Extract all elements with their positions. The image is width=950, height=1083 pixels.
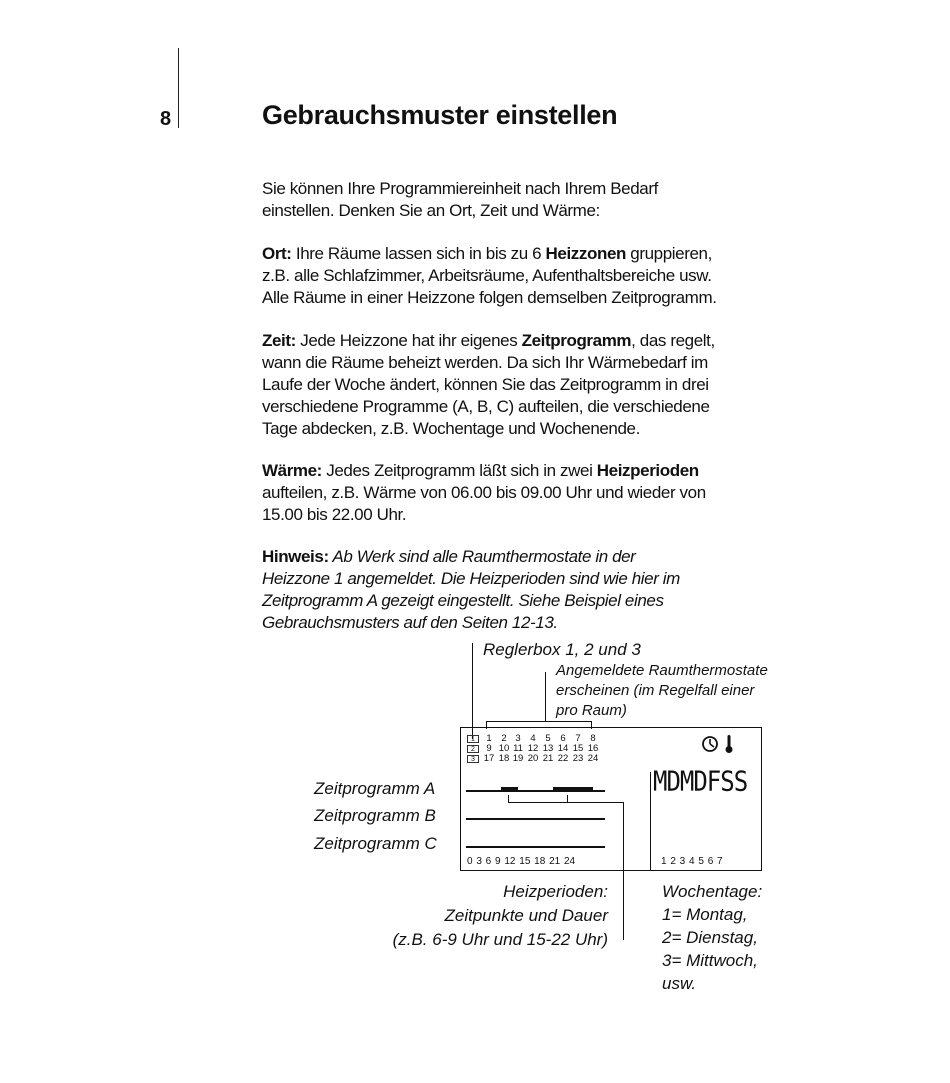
heating-period: [501, 787, 518, 792]
clock-icon: [701, 735, 719, 753]
thermostat-number: 24: [587, 753, 599, 764]
page-title: Gebrauchsmuster einstellen: [262, 100, 618, 130]
day-axis: 1 2 3 4 5 6 7: [661, 856, 723, 867]
thermostat-number: 15: [572, 743, 584, 754]
hour-axis: 0 3 6 9 12 15 18 21 24: [467, 856, 576, 867]
page-number: 8: [160, 108, 172, 130]
thermostat-number: 17: [483, 753, 495, 764]
thermostat-number: 10: [498, 743, 510, 754]
heizperioden-bracket: [508, 802, 624, 803]
thermostat-number: 21: [542, 753, 554, 764]
thermostat-number: 12: [527, 743, 539, 754]
wochentage-label: Wochentage: 1= Montag, 2= Dienstag, 3= Mittwoch, usw.: [662, 882, 763, 993]
thermostat-number: 6: [560, 733, 566, 744]
zeitprogramm-a-label: Zeitprogramm A: [314, 779, 436, 798]
ort-paragraph: Ort: Ihre Räume lassen sich in bis zu 6 Heizzonen gruppieren, z.B. alle Schlafzimmer, Arbeitsräume, Aufenthaltsbereiche usw. Alle Räume in einer Heizzone folgen demselben Zeitprogramm.: [262, 244, 717, 307]
heating-period: [553, 787, 594, 792]
thermostat-label: Angemeldete Raumthermostate erscheinen (im Regelfall einer pro Raum): [556, 662, 768, 719]
thermostat-number: 1: [486, 733, 492, 744]
thermostat-leader: [545, 672, 546, 722]
lcd-display: [460, 727, 762, 871]
thermostat-number: 11: [513, 743, 523, 754]
hinweis-paragraph: Hinweis: Ab Werk sind alle Raumthermostate in der Heizzone 1 angemeldet. Die Heizperioden sind wie hier im Zeitprogramm A gezeigt eingestellt. Siehe Beispiel eines Gebrauchsmusters auf den Seiten 12-13.: [262, 547, 680, 632]
reglerbox-label: Reglerbox 1, 2 und 3: [483, 640, 641, 659]
thermostat-number: 22: [557, 753, 569, 764]
program-timeline: [466, 846, 605, 848]
thermostat-number: 16: [587, 743, 599, 754]
thermometer-icon: [724, 734, 734, 754]
thermostat-number: 8: [590, 733, 596, 744]
margin-rule: [178, 48, 179, 128]
heizperioden-leader: [623, 802, 624, 940]
thermostat-number: 18: [498, 753, 510, 764]
box-2: 2: [467, 745, 479, 753]
days-display: MDMDFSS: [653, 765, 748, 798]
thermostat-number: 4: [530, 733, 536, 744]
intro-paragraph: Sie können Ihre Programmiereinheit nach Ihrem Bedarf einstellen. Denken Sie an Ort, Zeit und Wärme:: [262, 179, 658, 220]
thermostat-bracket: [486, 721, 592, 722]
box-3: 3: [467, 755, 479, 763]
waerme-paragraph: Wärme: Jedes Zeitprogramm läßt sich in zwei Heizperioden aufteilen, z.B. Wärme von 06.00 bis 09.00 Uhr und wieder von 15.00 bis 22.00 Uhr.: [262, 461, 706, 524]
zeitprogramm-b-label: Zeitprogramm B: [314, 806, 436, 825]
thermostat-number: 2: [501, 733, 507, 744]
thermostat-number: 20: [527, 753, 539, 764]
thermostat-number: 5: [545, 733, 551, 744]
reglerbox-leader: [472, 643, 473, 739]
thermostat-number: 13: [542, 743, 554, 754]
thermostat-number: 14: [557, 743, 569, 754]
zeitprogramm-c-label: Zeitprogramm C: [314, 834, 437, 853]
box-1: 1: [467, 735, 479, 743]
program-timeline: [466, 818, 605, 820]
thermostat-number: 9: [486, 743, 492, 754]
thermostat-number: 7: [575, 733, 581, 744]
thermostat-number: 3: [515, 733, 521, 744]
thermostat-number: 19: [512, 753, 524, 764]
heizperioden-label: Heizperioden: Zeitpunkte und Dauer (z.B. 6-9 Uhr und 15-22 Uhr): [392, 882, 608, 949]
lcd-divider: [650, 772, 651, 870]
zeit-paragraph: Zeit: Jede Heizzone hat ihr eigenes Zeitprogramm, das regelt, wann die Räume beheizt werden. Da sich Ihr Wärmebedarf im Laufe der Woche ändert, können Sie das Zeitprogramm in drei verschiedene Programme (A, B, C) aufteilen, die verschiedene Tage abdecken, z.B. Wochentage und Wochenende.: [262, 331, 715, 438]
thermostat-number: 23: [572, 753, 584, 764]
